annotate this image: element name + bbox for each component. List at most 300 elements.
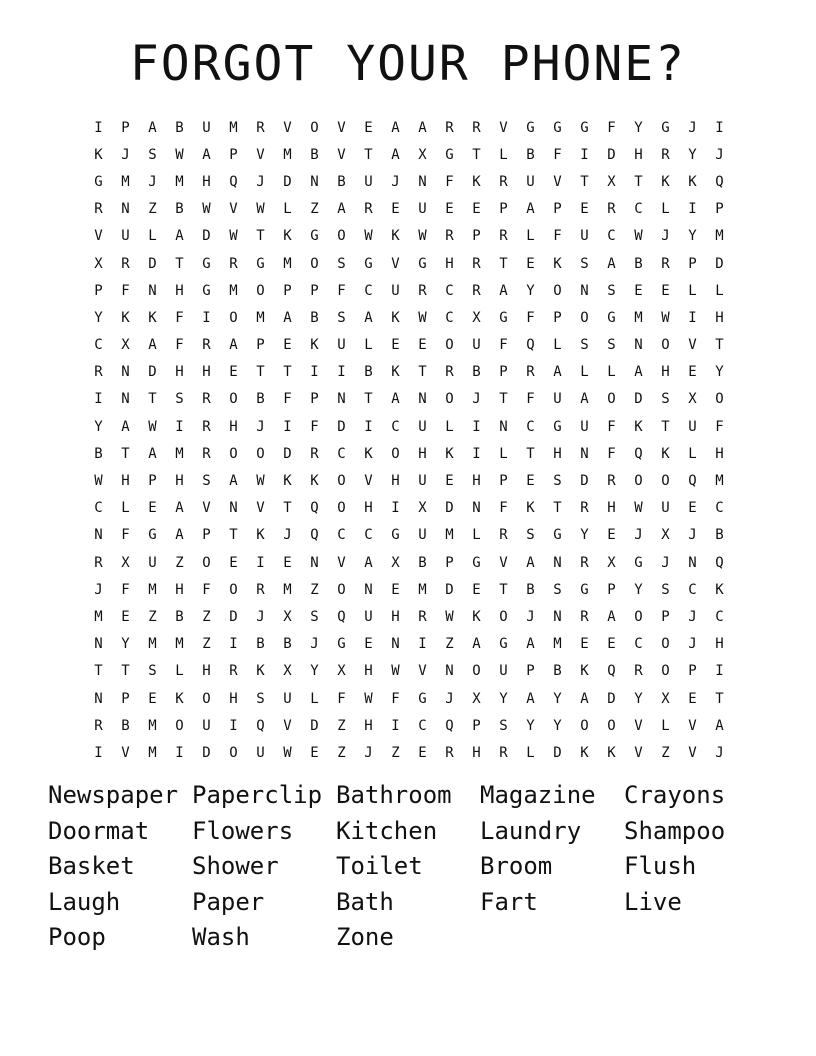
grid-letter: R — [94, 554, 103, 571]
grid-letter: H — [202, 663, 211, 680]
grid-letter: Y — [715, 364, 724, 381]
grid-letter: J — [94, 581, 103, 598]
grid-letter: W — [418, 309, 427, 326]
grid-letter: P — [202, 527, 211, 544]
grid-letter: C — [715, 608, 724, 625]
grid-letter: C — [94, 500, 103, 517]
grid-letter: W — [175, 146, 184, 163]
grid-letter: L — [580, 364, 589, 381]
grid-letter: L — [175, 663, 184, 680]
grid-letter: E — [283, 337, 292, 354]
grid-letter: G — [148, 527, 157, 544]
grid-letter: C — [445, 309, 454, 326]
grid-letter: X — [283, 608, 292, 625]
grid-letter: W — [391, 663, 400, 680]
grid-letter: P — [472, 717, 481, 734]
grid-letter: U — [256, 744, 265, 761]
grid-letter: I — [202, 309, 211, 326]
grid-letter: H — [175, 282, 184, 299]
grid-letter: P — [121, 119, 130, 136]
grid-letter: H — [121, 473, 130, 490]
grid-letter: X — [607, 554, 616, 571]
grid-letter: R — [472, 119, 481, 136]
grid-letter: V — [337, 554, 346, 571]
grid-letter: A — [364, 309, 373, 326]
grid-letter: M — [148, 581, 157, 598]
grid-letter: R — [229, 255, 238, 272]
grid-letter: I — [472, 418, 481, 435]
grid-letter: A — [715, 717, 724, 734]
grid-letter: R — [472, 282, 481, 299]
grid-letter: A — [121, 418, 130, 435]
grid-letter: V — [256, 500, 265, 517]
grid-letter: K — [391, 309, 400, 326]
grid-letter: H — [202, 364, 211, 381]
word-list-item: Flowers — [192, 816, 294, 845]
grid-letter: I — [337, 364, 346, 381]
grid-letter: V — [121, 744, 130, 761]
word-list-item: Basket — [48, 852, 135, 880]
grid-letter: K — [391, 228, 400, 245]
grid-letter: F — [391, 690, 400, 707]
grid-letter: Q — [715, 173, 724, 190]
grid-letter: W — [364, 690, 373, 707]
grid-letter: X — [94, 255, 103, 272]
grid-letter: X — [661, 527, 670, 544]
grid-letter: W — [661, 309, 670, 326]
grid-letter: B — [256, 636, 265, 653]
grid-letter: I — [688, 309, 697, 326]
grid-letter: O — [634, 473, 643, 490]
grid-letter: L — [661, 201, 670, 218]
grid-letter: N — [391, 636, 400, 653]
grid-letter: N — [418, 173, 427, 190]
grid-letter: U — [472, 337, 481, 354]
grid-letter: K — [661, 445, 670, 462]
grid-letter: A — [391, 119, 400, 136]
grid-letter: F — [175, 309, 184, 326]
grid-row — [85, 332, 733, 359]
grid-letter: R — [661, 146, 670, 163]
grid-letter: N — [364, 581, 373, 598]
grid-letter: Y — [553, 717, 562, 734]
grid-row — [85, 250, 733, 277]
grid-letter: F — [499, 500, 508, 517]
grid-letter: W — [634, 228, 643, 245]
grid-row — [85, 141, 733, 168]
grid-letter: R — [310, 445, 319, 462]
grid-letter: H — [175, 473, 184, 490]
grid-letter: Q — [715, 554, 724, 571]
grid-letter: M — [715, 473, 724, 490]
grid-letter: B — [472, 364, 481, 381]
grid-row — [85, 739, 733, 766]
grid-letter: K — [715, 581, 724, 598]
grid-letter: Z — [175, 554, 184, 571]
grid-letter: P — [310, 282, 319, 299]
grid-letter: E — [391, 337, 400, 354]
grid-letter: F — [526, 309, 535, 326]
grid-letter: Y — [580, 527, 589, 544]
grid-letter: E — [364, 636, 373, 653]
grid-letter: Z — [337, 717, 346, 734]
grid-letter: O — [580, 717, 589, 734]
grid-letter: O — [310, 255, 319, 272]
grid-letter: U — [364, 173, 373, 190]
grid-letter: Y — [499, 690, 508, 707]
grid-letter: E — [472, 201, 481, 218]
grid-letter: E — [607, 527, 616, 544]
grid-letter: H — [364, 717, 373, 734]
grid-letter: A — [175, 500, 184, 517]
grid-letter: X — [121, 554, 130, 571]
grid-letter: A — [526, 554, 535, 571]
grid-letter: J — [256, 418, 265, 435]
word-list — [48, 778, 768, 956]
grid-letter: R — [580, 500, 589, 517]
grid-letter: K — [364, 445, 373, 462]
grid-letter: T — [256, 364, 265, 381]
word-list-item: Bathroom — [336, 781, 452, 809]
grid-letter: G — [391, 527, 400, 544]
grid-letter: O — [445, 391, 454, 408]
grid-letter: J — [688, 119, 697, 136]
grid-letter: T — [634, 173, 643, 190]
grid-letter: W — [364, 228, 373, 245]
grid-letter: U — [553, 391, 562, 408]
grid-letter: M — [445, 527, 454, 544]
grid-letter: R — [418, 608, 427, 625]
grid-letter: Q — [337, 608, 346, 625]
grid-letter: I — [94, 744, 103, 761]
grid-letter: M — [418, 581, 427, 598]
grid-letter: Z — [202, 636, 211, 653]
grid-letter: J — [283, 527, 292, 544]
grid-letter: Y — [94, 418, 103, 435]
grid-letter: G — [418, 690, 427, 707]
grid-letter: V — [634, 744, 643, 761]
grid-letter: B — [526, 146, 535, 163]
grid-letter: S — [607, 282, 616, 299]
grid-letter: G — [499, 309, 508, 326]
grid-letter: C — [688, 581, 697, 598]
grid-letter: O — [337, 581, 346, 598]
word-list-item: Bath — [336, 887, 394, 916]
grid-letter: F — [310, 418, 319, 435]
grid-letter: D — [634, 391, 643, 408]
letter-grid — [85, 114, 733, 767]
grid-letter: L — [499, 146, 508, 163]
grid-letter: K — [310, 337, 319, 354]
grid-letter: T — [229, 527, 238, 544]
grid-letter: N — [310, 554, 319, 571]
grid-letter: M — [148, 717, 157, 734]
grid-letter: T — [148, 391, 157, 408]
grid-letter: B — [175, 608, 184, 625]
grid-letter: I — [391, 717, 400, 734]
grid-letter: J — [688, 636, 697, 653]
grid-letter: R — [94, 717, 103, 734]
grid-letter: W — [256, 201, 265, 218]
grid-letter: A — [148, 445, 157, 462]
grid-letter: O — [256, 282, 265, 299]
grid-letter: E — [229, 364, 238, 381]
grid-letter: V — [337, 119, 346, 136]
grid-letter: I — [175, 418, 184, 435]
grid-letter: G — [661, 119, 670, 136]
grid-row — [85, 495, 733, 522]
grid-letter: Y — [526, 717, 535, 734]
grid-letter: O — [661, 337, 670, 354]
grid-letter: T — [418, 364, 427, 381]
grid-letter: A — [148, 119, 157, 136]
grid-letter: A — [283, 309, 292, 326]
grid-letter: R — [256, 581, 265, 598]
grid-row — [85, 196, 733, 223]
grid-letter: P — [445, 554, 454, 571]
grid-letter: V — [688, 717, 697, 734]
grid-letter: B — [715, 527, 724, 544]
grid-letter: H — [715, 636, 724, 653]
grid-letter: J — [256, 173, 265, 190]
grid-letter: V — [337, 146, 346, 163]
grid-letter: L — [445, 418, 454, 435]
grid-letter: A — [634, 364, 643, 381]
grid-letter: Q — [256, 717, 265, 734]
grid-letter: Q — [445, 717, 454, 734]
grid-letter: R — [499, 173, 508, 190]
grid-letter: I — [418, 636, 427, 653]
grid-letter: H — [715, 445, 724, 462]
grid-letter: I — [94, 391, 103, 408]
grid-letter: Z — [445, 636, 454, 653]
grid-letter: L — [472, 527, 481, 544]
grid-letter: N — [94, 690, 103, 707]
grid-row — [85, 658, 733, 685]
grid-letter: S — [661, 581, 670, 598]
grid-letter: S — [202, 473, 211, 490]
grid-letter: M — [715, 228, 724, 245]
grid-letter: T — [175, 255, 184, 272]
grid-letter: J — [256, 608, 265, 625]
grid-letter: O — [472, 663, 481, 680]
page-title: FORGOT YOUR PHONE? — [129, 36, 687, 92]
grid-letter: P — [607, 581, 616, 598]
grid-letter: H — [391, 473, 400, 490]
grid-letter: H — [175, 364, 184, 381]
grid-letter: P — [553, 309, 562, 326]
grid-letter: I — [310, 364, 319, 381]
word-list-item: Crayons — [624, 781, 726, 809]
word-list-item: Laundry — [480, 816, 582, 845]
grid-letter: D — [283, 173, 292, 190]
grid-letter: H — [472, 473, 481, 490]
grid-letter: E — [445, 473, 454, 490]
grid-letter: B — [526, 581, 535, 598]
grid-letter: R — [202, 445, 211, 462]
grid-letter: J — [148, 173, 157, 190]
word-list-item: Shampoo — [624, 816, 726, 845]
grid-letter: N — [337, 391, 346, 408]
grid-letter: U — [418, 473, 427, 490]
grid-letter: V — [688, 337, 697, 354]
grid-letter: M — [175, 636, 184, 653]
grid-letter: K — [256, 663, 265, 680]
grid-letter: G — [337, 636, 346, 653]
grid-letter: R — [472, 255, 481, 272]
word-list-item: Paperclip — [192, 781, 323, 809]
word-list-item: Flush — [624, 852, 697, 880]
grid-letter: C — [337, 527, 346, 544]
word-list-item: Broom — [480, 852, 553, 880]
grid-letter: N — [499, 418, 508, 435]
grid-letter: E — [391, 201, 400, 218]
grid-letter: I — [715, 119, 724, 136]
grid-letter: P — [688, 255, 697, 272]
grid-letter: I — [391, 500, 400, 517]
grid-letter: V — [94, 228, 103, 245]
grid-letter: R — [445, 364, 454, 381]
grid-letter: W — [283, 744, 292, 761]
grid-letter: R — [445, 228, 454, 245]
grid-letter: K — [310, 473, 319, 490]
grid-letter: A — [526, 690, 535, 707]
grid-letter: Y — [634, 690, 643, 707]
grid-letter: F — [715, 418, 724, 435]
grid-row — [85, 223, 733, 250]
grid-letter: X — [337, 663, 346, 680]
grid-letter: I — [472, 445, 481, 462]
grid-letter: K — [553, 255, 562, 272]
grid-letter: I — [229, 717, 238, 734]
grid-letter: N — [634, 337, 643, 354]
word-list-item: Wash — [192, 923, 250, 951]
grid-row — [85, 277, 733, 304]
grid-letter: A — [418, 119, 427, 136]
grid-letter: O — [229, 309, 238, 326]
grid-letter: G — [445, 146, 454, 163]
grid-letter: P — [283, 282, 292, 299]
grid-letter: C — [94, 337, 103, 354]
grid-letter: I — [580, 146, 589, 163]
grid-letter: O — [580, 309, 589, 326]
word-list-item: Toilet — [336, 852, 423, 880]
grid-letter: T — [472, 146, 481, 163]
grid-letter: U — [283, 690, 292, 707]
grid-letter: G — [634, 554, 643, 571]
grid-letter: K — [688, 173, 697, 190]
grid-letter: Z — [148, 201, 157, 218]
grid-letter: D — [607, 146, 616, 163]
grid-letter: L — [553, 337, 562, 354]
grid-letter: K — [580, 663, 589, 680]
grid-letter: U — [391, 282, 400, 299]
grid-row — [85, 576, 733, 603]
grid-letter: E — [580, 636, 589, 653]
grid-letter: N — [94, 636, 103, 653]
grid-letter: X — [472, 690, 481, 707]
grid-letter: P — [499, 201, 508, 218]
grid-letter: D — [283, 445, 292, 462]
grid-letter: G — [418, 255, 427, 272]
grid-row — [85, 467, 733, 494]
grid-letter: K — [391, 364, 400, 381]
word-list-item: Magazine — [480, 781, 596, 809]
grid-letter: P — [715, 201, 724, 218]
grid-letter: E — [364, 119, 373, 136]
grid-letter: P — [229, 146, 238, 163]
grid-row — [85, 685, 733, 712]
grid-letter: I — [175, 744, 184, 761]
grid-letter: S — [607, 337, 616, 354]
grid-letter: Y — [94, 309, 103, 326]
grid-letter: S — [175, 391, 184, 408]
grid-letter: T — [121, 445, 130, 462]
grid-letter: P — [688, 663, 697, 680]
grid-letter: I — [283, 418, 292, 435]
grid-letter: I — [364, 418, 373, 435]
grid-letter: O — [337, 500, 346, 517]
grid-letter: F — [175, 337, 184, 354]
grid-letter: E — [634, 282, 643, 299]
grid-letter: E — [688, 500, 697, 517]
grid-letter: M — [148, 744, 157, 761]
grid-letter: A — [391, 146, 400, 163]
grid-letter: U — [661, 500, 670, 517]
grid-letter: P — [499, 364, 508, 381]
grid-letter: G — [94, 173, 103, 190]
grid-letter: P — [499, 473, 508, 490]
grid-letter: T — [283, 364, 292, 381]
grid-letter: M — [283, 146, 292, 163]
grid-letter: L — [526, 744, 535, 761]
grid-letter: B — [310, 309, 319, 326]
grid-letter: A — [148, 337, 157, 354]
grid-letter: X — [661, 690, 670, 707]
grid-letter: V — [499, 554, 508, 571]
grid-row — [85, 549, 733, 576]
grid-letter: F — [121, 282, 130, 299]
grid-letter: M — [148, 636, 157, 653]
grid-letter: L — [499, 445, 508, 462]
grid-letter: E — [418, 744, 427, 761]
grid-letter: V — [391, 255, 400, 272]
grid-letter: N — [310, 173, 319, 190]
grid-letter: C — [715, 500, 724, 517]
grid-letter: U — [148, 554, 157, 571]
grid-letter: N — [121, 201, 130, 218]
grid-letter: U — [580, 228, 589, 245]
grid-letter: G — [607, 309, 616, 326]
grid-letter: T — [715, 337, 724, 354]
grid-letter: S — [310, 608, 319, 625]
grid-row — [85, 712, 733, 739]
grid-letter: S — [661, 391, 670, 408]
grid-letter: H — [391, 608, 400, 625]
grid-letter: F — [499, 337, 508, 354]
grid-letter: K — [94, 146, 103, 163]
word-list-item: Live — [624, 887, 682, 916]
grid-letter: H — [661, 364, 670, 381]
grid-letter: Q — [310, 500, 319, 517]
grid-letter: T — [499, 581, 508, 598]
grid-letter: R — [634, 663, 643, 680]
grid-letter: R — [364, 201, 373, 218]
grid-letter: O — [229, 445, 238, 462]
grid-letter: O — [337, 228, 346, 245]
grid-letter: X — [418, 500, 427, 517]
word-list-item: Newspaper — [48, 781, 179, 809]
